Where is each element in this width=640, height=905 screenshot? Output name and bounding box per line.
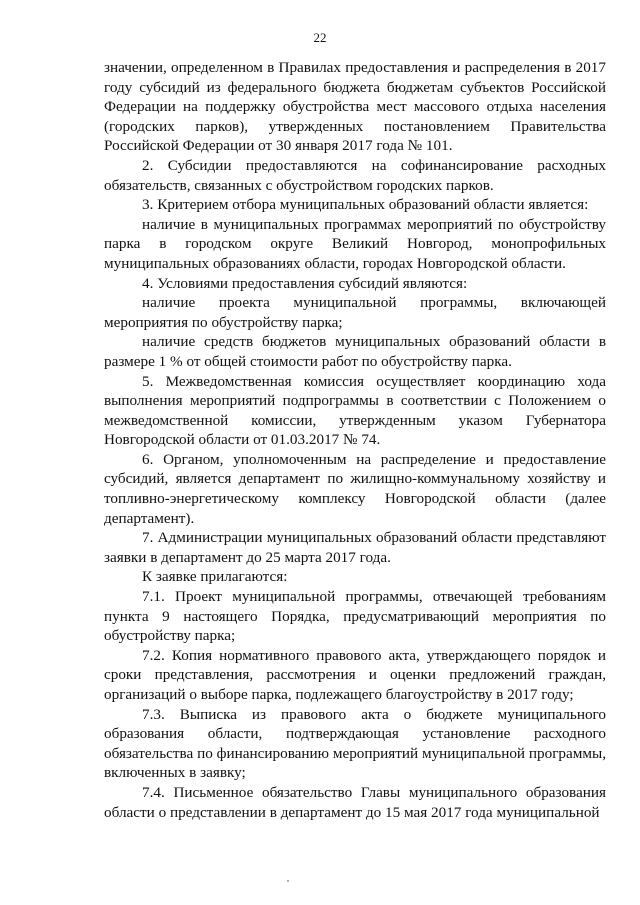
paragraph-item-7-3: 7.3. Выписка из правового акта о бюджете муниципального образования области, подтверждающая установление расходного обязательства по финансированию мероприятий муниципальной программы, включенных в заявку;: [104, 705, 606, 782]
paragraph-item-4: 4. Условиями предоставления субсидий являются:: [142, 274, 468, 292]
paragraph-item-7-1: 7.1. Проект муниципальной программы, отвечающей требованиям пункта 9 настоящего Порядка, предусматривающий мероприятия по обустройству парка;: [104, 588, 606, 645]
paragraph-item-7-4: 7.4. Письменное обязательство Главы муниципального образования области о представлении в департамент до 15 мая 2017 года муниципальной: [104, 783, 606, 821]
paragraph-item-6: 6. Органом, уполномоченным на распределение и предоставление субсидий, является департамент по жилищно-коммунальному хозяйству и топливно-энергетическому комплексу Новгородской области (далее департамент).: [104, 450, 606, 527]
paragraph-item-2: 2. Субсидии предоставляются на софинансирование расходных обязательств, связанных с обустройством городских парков.: [104, 156, 606, 194]
paragraph-item-7: 7. Администрации муниципальных образований области представляют заявки в департамент до 25 марта 2017 года.: [104, 529, 606, 566]
paragraph-condition-2: наличие средств бюджетов муниципальных образований области в размере 1 % от общей стоимости работ по обустройству парка.: [104, 333, 606, 370]
paragraph-item-3: 3. Критерием отбора муниципальных образований области является:: [142, 196, 589, 214]
paragraph-condition-1: наличие проекта муниципальной программы, включающей мероприятия по обустройству парка;: [104, 294, 606, 331]
paragraph-attachments-intro: К заявке прилагаются:: [142, 568, 288, 586]
scan-speck: [287, 880, 289, 882]
paragraph-continuation: значении, определенном в Правилах предоставления и распределения в 2017 году субсидий из федерального бюджета бюджетам субъектов Российской Федерации на поддержку обустройства мест массового отдыха населения (городских парков), утвержденных постановлением Правительства Российской Федерации от 30 января 2017 года № 101.: [104, 59, 606, 155]
paragraph-item-5: 5. Межведомственная комиссия осуществляет координацию хода выполнения мероприятий подпрограммы в соответствии с Положением о межведомственной комиссии, утвержденным указом Губернатора Новгородской области от 01.03.2017 № 74.: [104, 372, 606, 449]
page-number: 22: [313, 30, 327, 45]
paragraph-criterion: наличие в муниципальных программах мероприятий по обустройству парка в городском округе Великий Новгород, монопрофильных муниципальных образованиях области, городах Новгородской области.: [104, 215, 606, 272]
document-body: [104, 58, 606, 822]
paragraph-item-7-2: 7.2. Копия нормативного правового акта, утверждающего порядок и сроки представления, рассмотрения и оценки предложений граждан, организаций о выборе парка, подлежащего благоустройству в 2017 году;: [104, 646, 606, 703]
